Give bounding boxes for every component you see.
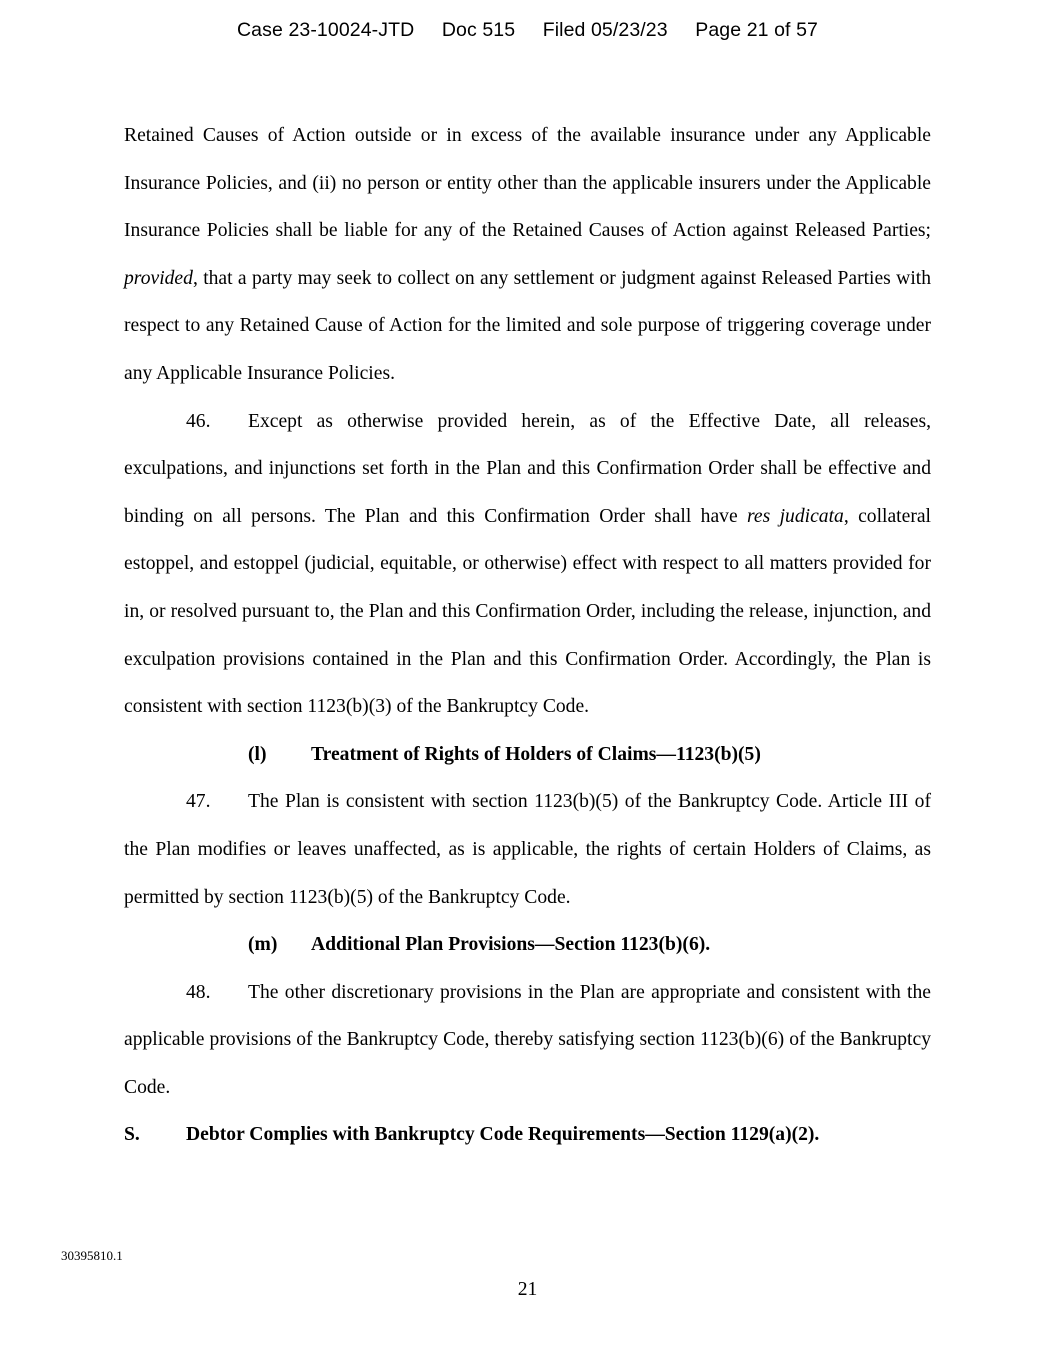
- case-number: Case 23-10024-JTD: [237, 19, 415, 41]
- paragraph-number: 48.: [186, 981, 211, 1003]
- paragraph-number: 46.: [186, 410, 211, 432]
- document-id: 30395810.1: [61, 1248, 123, 1263]
- paragraph-continued: Retained Causes of Action outside or in excess of the available insurance under any Applicable Insurance Policies, and (ii) no person or entity other than the applicable insurers under the Applicable Insurance Policies shall be liable for any of the Retained Causes of Action against Released Parties; provided, that a party may seek to collect on any settlement or judgment against Released Parties with respect to any Retained Cause of Action for the limited and sole purpose of triggering coverage under any Applicable Insurance Policies.: [124, 125, 931, 384]
- section-heading-s: S. Debtor Complies with Bankruptcy Code Requirements—Section 1129(a)(2).: [124, 1124, 820, 1146]
- filing-header: [0, 19, 1055, 42]
- doc-number: Doc 515: [441, 19, 516, 41]
- paragraph-46: 46. Except as otherwise provided herein, as of the Effective Date, all releases, exculpations, and injunctions set forth in the Plan and this Confirmation Order shall be effective and binding on all persons. The Plan and this Confirmation Order shall have res judicata, collateral estoppel, and estoppel (judicial, equitable, or otherwise) effect with respect to all matters provided for in, or resolved pursuant to, the Plan and this Confirmation Order, including the release, injunction, and exculpation provisions contained in the Plan and this Confirmation Order. Accordingly, the Plan is consistent with section 1123(b)(3) of the Bankruptcy Code.: [124, 398, 931, 731]
- filed-date: Filed 05/23/23: [542, 19, 668, 41]
- paragraph-number: 47.: [186, 791, 211, 813]
- page-number: 21: [517, 1279, 538, 1300]
- document-body: [124, 112, 931, 1159]
- paragraph-48: 48. The other discretionary provisions in the Plan are appropriate and consistent with the applicable provisions of the Bankruptcy Code, thereby satisfying section 1123(b)(6) of the Bankruptcy Code.: [124, 969, 931, 1112]
- section-heading-l: (l) Treatment of Rights of Holders of Claims—1123(b)(5): [248, 743, 761, 765]
- section-heading-m: (m) Additional Plan Provisions—Section 1123(b)(6).: [248, 934, 711, 956]
- page-of-total: Page 21 of 57: [695, 19, 818, 41]
- paragraph-47: 47. The Plan is consistent with section 1123(b)(5) of the Bankruptcy Code. Article III of the Plan modifies or leaves unaffected, as is applicable, the rights of certain Holders of Claims, as permitted by section 1123(b)(5) of the Bankruptcy Code.: [124, 778, 931, 921]
